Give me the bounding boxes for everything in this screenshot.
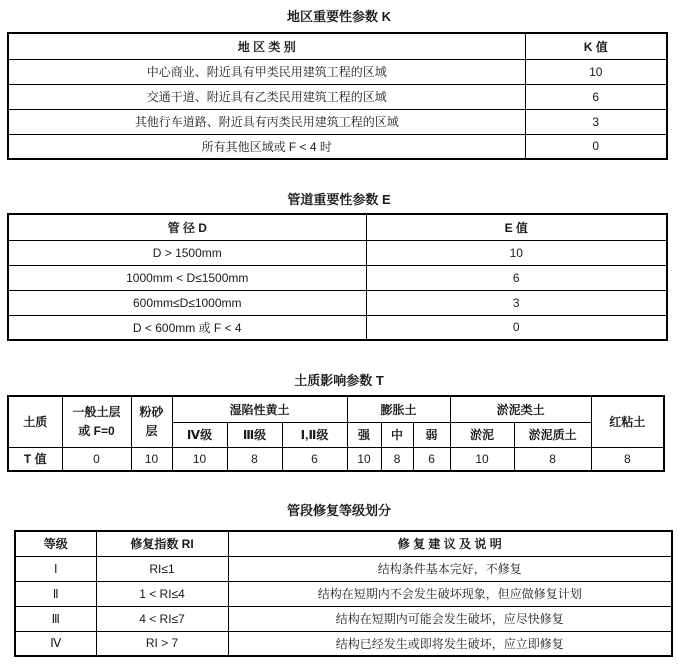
table-header-row [15,531,672,556]
t-value-cell: 8 [514,447,591,471]
table-header-row [8,214,667,240]
area-category-header: 地 区 类 别 [8,33,525,59]
table-row [15,556,672,581]
table-row [8,265,667,290]
table-row [15,606,672,631]
repair-index-cell: 1 < RI≤4 [96,581,228,606]
repair-index-cell: RI≤1 [96,556,228,581]
section-title-soil-influence-t: 土质影响参数 T [294,373,384,388]
section-title-area-importance-k: 地区重要性参数 K [286,9,391,24]
silt-soil-group-header: 淤泥类土 [450,396,591,422]
area-category-cell: 所有其他区域或 F < 4 时 [8,134,525,159]
e-value-cell: 0 [366,315,667,340]
general-soil-header-line2: 或 F=0 [78,423,115,438]
t-value-cell: 6 [282,447,347,471]
area-category-cell: 其他行车道路、附近具有丙类民用建筑工程的区域 [8,109,525,134]
k-value-cell: 0 [525,134,667,159]
grade-cell: Ⅱ [15,581,96,606]
loess-grade12-header: Ⅰ,Ⅱ级 [282,422,347,447]
repair-advice-header: 修 复 建 议 及 说 明 [228,531,672,556]
collapsible-loess-group-header: 湿陷性黄土 [172,396,347,422]
table-pipe-importance-e [7,213,668,341]
grade-cell: Ⅳ [15,631,96,656]
general-soil-header [62,396,131,447]
t-value-cell: 10 [347,447,381,471]
pipe-diameter-cell: 1000mm < D≤1500mm [8,265,366,290]
pipe-diameter-cell: D > 1500mm [8,240,366,265]
table-row [8,315,667,340]
repair-advice-cell: 结构在短期内不会发生破坏现象，但应做修复计划 [228,581,672,606]
t-value-cell: 8 [381,447,413,471]
table-area-importance-k [7,32,668,160]
silt-header: 淤泥 [450,422,514,447]
table-repair-grade [14,530,673,657]
silty-sand-header-line1: 粉砂 [139,405,164,420]
t-value-cell: 8 [227,447,282,471]
table-row [8,59,667,84]
table-row [15,631,672,656]
table-row [8,290,667,315]
t-value-cell: 0 [62,447,131,471]
table-header-row [8,33,667,59]
table-soil-influence-t [7,395,665,472]
grade-cell: Ⅰ [15,556,96,581]
expansive-medium-header: 中 [381,422,413,447]
e-value-cell: 3 [366,290,667,315]
expansive-weak-header: 弱 [413,422,450,447]
table-row [8,84,667,109]
grade-header: 等级 [15,531,96,556]
t-value-row [8,447,664,471]
t-value-cell: 6 [413,447,450,471]
loess-grade3-header: Ⅲ级 [227,422,282,447]
t-value-cell: 10 [131,447,172,471]
red-clay-header: 红粘土 [591,396,664,447]
silty-sand-header-line2: 层 [145,423,158,438]
t-value-row-label: T 值 [8,447,62,471]
expansive-strong-header: 强 [347,422,381,447]
section-title-pipe-importance-e: 管道重要性参数 E [287,192,391,207]
general-soil-header-line1: 一般土层 [72,405,121,420]
k-value-cell: 10 [525,59,667,84]
pipe-diameter-cell: D < 600mm 或 F < 4 [8,315,366,340]
grade-cell: Ⅲ [15,606,96,631]
area-category-cell: 交通干道、附近具有乙类民用建筑工程的区域 [8,84,525,109]
t-value-cell: 10 [450,447,514,471]
silty-sand-header [131,396,172,447]
k-value-cell: 6 [525,84,667,109]
area-category-cell: 中心商业、附近具有甲类民用建筑工程的区域 [8,59,525,84]
table-row [8,240,667,265]
silty-soil-header: 淤泥质土 [514,422,591,447]
e-value-cell: 6 [366,265,667,290]
t-value-cell: 10 [172,447,227,471]
repair-index-cell: RI > 7 [96,631,228,656]
e-value-cell: 10 [366,240,667,265]
table-row [8,109,667,134]
loess-grade4-header: Ⅳ级 [172,422,227,447]
repair-advice-cell: 结构已经发生或即将发生破坏，应立即修复 [228,631,672,656]
table-row [8,134,667,159]
repair-advice-cell: 结构条件基本完好，不修复 [228,556,672,581]
repair-index-cell: 4 < RI≤7 [96,606,228,631]
section-title-repair-grade: 管段修复等级划分 [286,503,391,518]
k-value-cell: 3 [525,109,667,134]
t-value-cell: 8 [591,447,664,471]
k-value-header: K 值 [525,33,667,59]
table-row [15,581,672,606]
expansive-soil-group-header: 膨胀土 [347,396,450,422]
soil-type-corner-header: 土质 [8,396,62,447]
table-group-header-row [8,396,664,422]
pipe-diameter-header: 管 径 D [8,214,366,240]
repair-advice-cell: 结构在短期内可能会发生破坏，应尽快修复 [228,606,672,631]
e-value-header: E 值 [366,214,667,240]
repair-index-header: 修复指数 RI [96,531,228,556]
pipe-diameter-cell: 600mm≤D≤1000mm [8,290,366,315]
